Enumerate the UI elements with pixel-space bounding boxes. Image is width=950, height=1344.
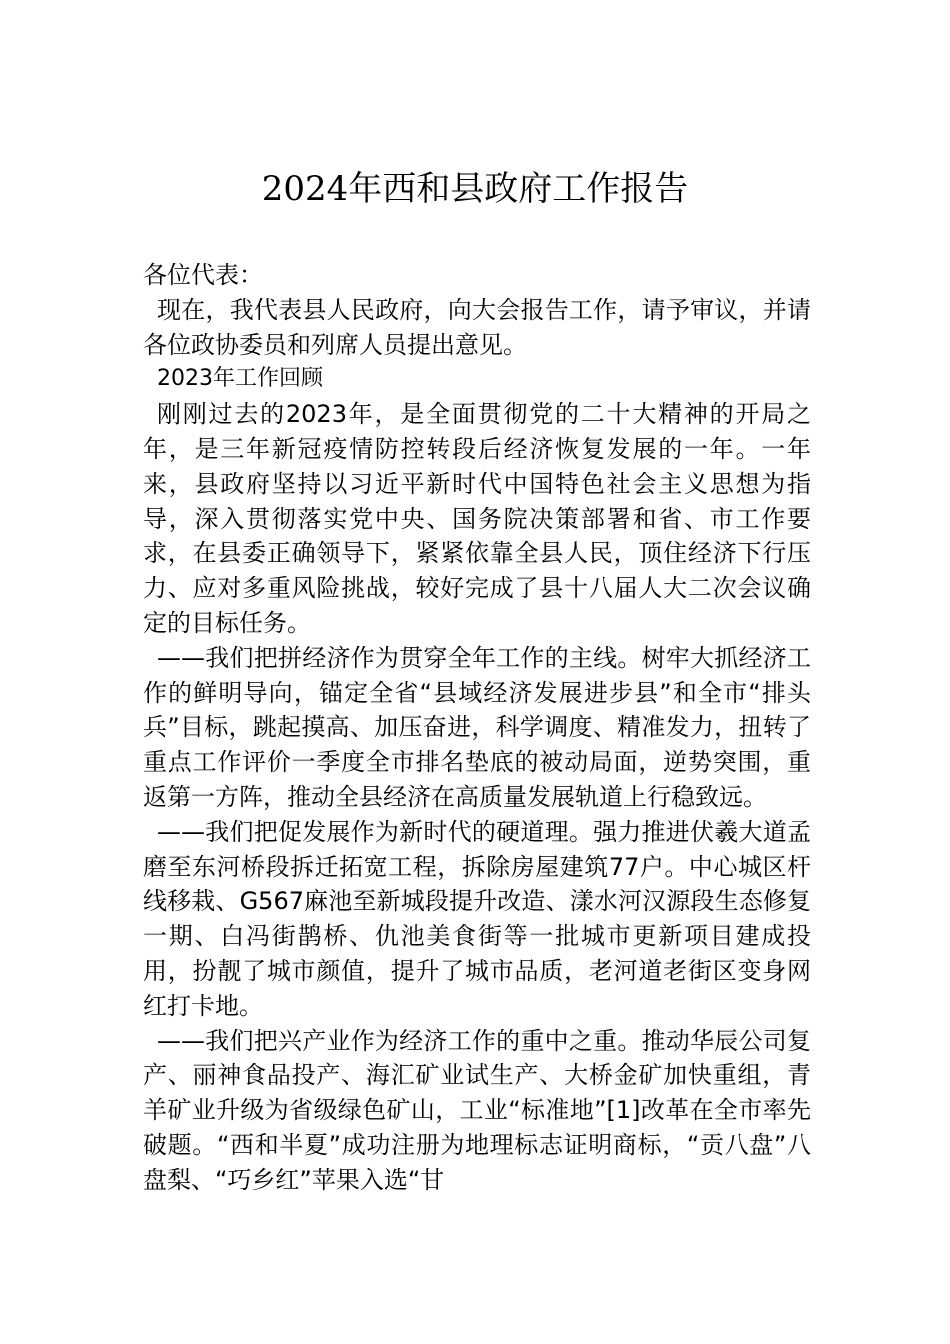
paragraph-economy: ——我们把拼经济作为贯穿全年工作的主线。树牢大抓经济工作的鲜明导向，锚定全省“县域经济发展进步县”和全市“排头兵”目标，跳起摸高、加压奋进，科学调度、精准发力，扭转了重点工作评价一季度全市排名垫底的被动局面，逆势突围，重返第一方阵，推动全县经济在高质量发展轨道上行稳致远。: [143, 643, 811, 811]
paragraph-intro: 现在，我代表县人民政府，向大会报告工作，请予审议，并请各位政协委员和列席人员提出意见。: [143, 295, 811, 359]
section-heading: 2023年工作回顾: [157, 366, 323, 392]
salutation: 各位代表：: [143, 261, 263, 289]
paragraph-review: 刚刚过去的2023年，是全面贯彻党的二十大精神的开局之年，是三年新冠疫情防控转段后经济恢复发展的一年。一年来，县政府坚持以习近平新时代中国特色社会主义思想为指导，深入贯彻落实党中央、国务院决策部署和省、市工作要求，在县委正确领导下，紧紧依靠全县人民，顶住经济下行压力、应对多重风险挑战，较好完成了县十八届人大二次会议确定的目标任务。: [143, 400, 811, 637]
document-title: 2024年西和县政府工作报告: [261, 169, 689, 209]
document-body: [143, 258, 811, 1198]
paragraph-industry: ——我们把兴产业作为经济工作的重中之重。推动华辰公司复产、丽神食品投产、海汇矿业试生产、大桥金矿加快重组，青羊矿业升级为省级绿色矿山，工业“标准地”[1]改革在全市率先破题。“西和半夏”成功注册为地理标志证明商标，“贡八盘”八盘梨、“巧乡红”苹果入选“甘: [143, 1026, 811, 1194]
paragraph-development: ——我们把促发展作为新时代的硬道理。强力推进伏羲大道孟磨至东河桥段拆迁拓宽工程，拆除房屋建筑77户。中心城区杆线移栽、G567麻池至新城段提升改造、漾水河汉源段生态修复一期、白冯街鹊桥、仇池美食街等一批城市更新项目建成投用，扮靓了城市颜值，提升了城市品质，老河道老街区变身网红打卡地。: [143, 817, 811, 1020]
